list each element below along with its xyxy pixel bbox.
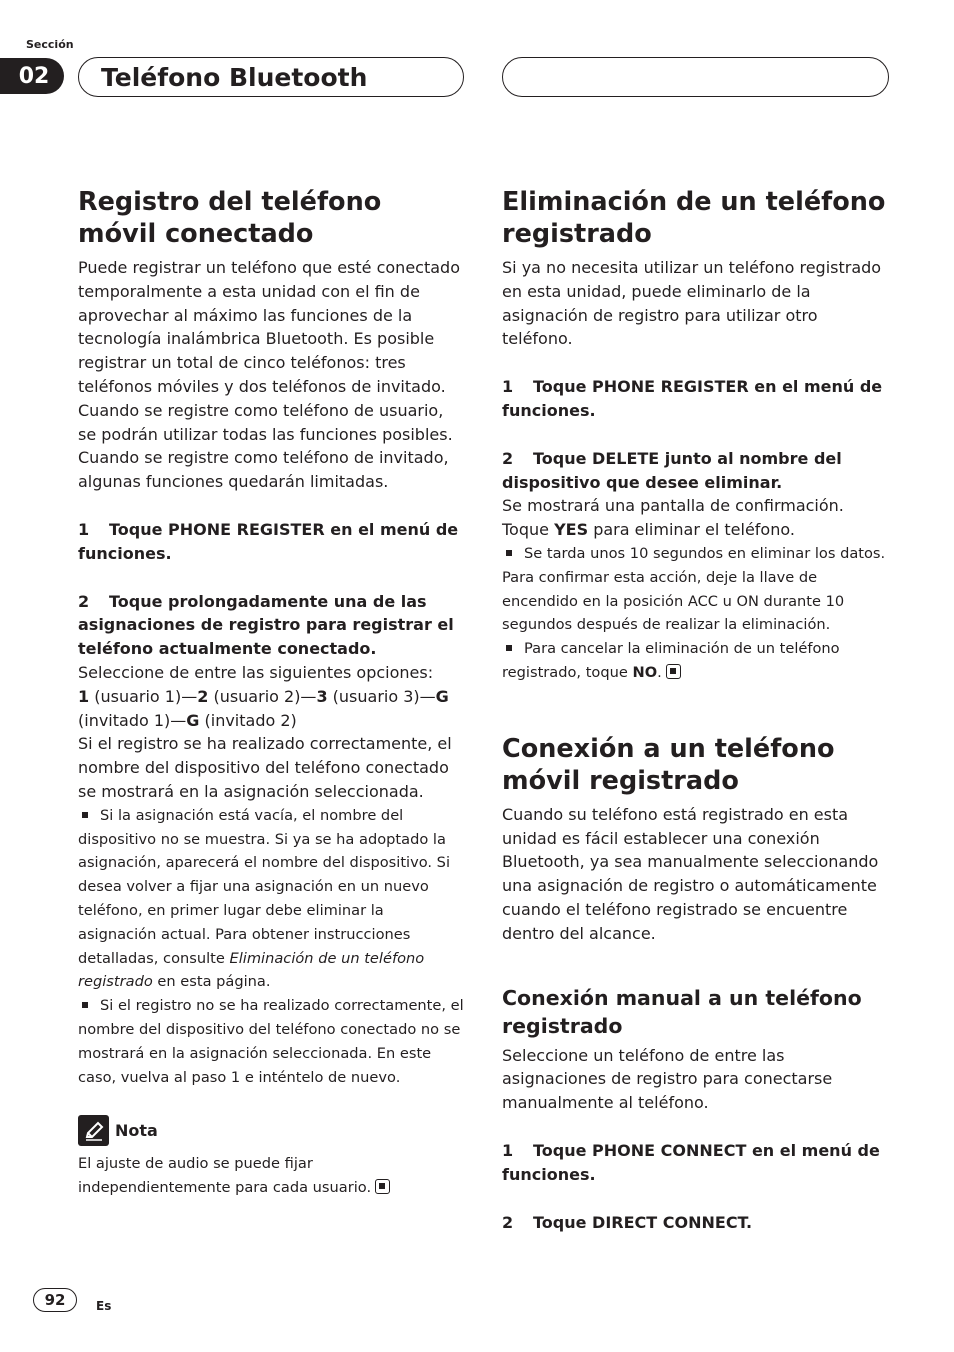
delete-heading: Eliminación de un teléfono registrado: [502, 187, 886, 249]
bullet-text: en esta página.: [152, 973, 271, 991]
delete-confirm-text: Se mostrará una pantalla de confirmación.: [502, 496, 844, 516]
bullet-icon: [506, 550, 512, 556]
note-body: El ajuste de audio se puede fijar independientemente para cada usuario.: [78, 1155, 372, 1197]
bullet-icon: [82, 812, 88, 818]
register-result: Si el registro se ha realizado correctamente, el nombre del dispositivo del teléfono conectado se mostrará en la asignación seleccionada.: [78, 734, 452, 801]
bullet-text: Se tarda unos 10 segundos en eliminar los datos. Para confirmar esta acción, deje la llave de encendido en la posición ACC u ON durante 10 segundos después de realizar la eliminación.: [502, 544, 886, 634]
left-column: [78, 186, 466, 1200]
delete-step-2: [502, 447, 890, 495]
option-key: G: [435, 686, 449, 706]
inline-text: Toque: [502, 520, 555, 540]
bullet-text: Si la asignación está vacía, el nombre del dispositivo no se muestra. Si ya se ha adoptado la asignación, aparecerá el nombre del dispositivo. Si desea volver a fijar una asignación en un nuevo teléfono, en primer lugar debe eliminar la asignación actual. Para obtener instrucciones detalladas, consulte: [78, 806, 450, 967]
option-label: (usuario 3)—: [327, 686, 436, 706]
bullet-text: .: [657, 663, 662, 681]
option-label: (usuario 2)—: [208, 686, 317, 706]
register-options: [78, 685, 466, 733]
connect-heading: Conexión a un teléfono móvil registrado: [502, 733, 835, 796]
step-text: Toque PHONE REGISTER en el menú de funciones.: [78, 519, 459, 563]
register-heading: Registro del teléfono móvil conectado: [78, 187, 382, 249]
step-number: 1: [502, 377, 514, 397]
delete-bullet-1: [502, 542, 890, 637]
step-number: 2: [78, 591, 90, 611]
connect-step-1: [502, 1139, 890, 1187]
right-column: [502, 186, 890, 1234]
bullet-icon: [82, 1002, 88, 1008]
register-step-2: [78, 590, 466, 661]
section-number-badge: 02: [0, 58, 64, 94]
option-label: (invitado 1)—: [78, 710, 187, 730]
option-label: (usuario 1)—: [89, 686, 198, 706]
section-title: Teléfono Bluetooth: [78, 57, 464, 97]
header-empty-box: [502, 57, 889, 97]
bullet-icon: [506, 645, 512, 651]
option-label: (invitado 2): [199, 710, 297, 730]
step-number: 2: [502, 448, 514, 468]
delete-step-1: [502, 375, 890, 423]
page-number: 92: [33, 1288, 77, 1312]
register-step-1: [78, 518, 466, 566]
inline-text: para eliminar el teléfono.: [588, 520, 795, 540]
note-text: [78, 1152, 466, 1200]
connect-intro: Cuando su teléfono está registrado en esta unidad es fácil establecer una conexión Bluetooth, ya sea manualmente seleccionando una asignación de registro o automáticamente cuando el teléfono registrado se encuentre dentro del alcance.: [502, 804, 879, 943]
delete-bullet-2: [502, 637, 890, 685]
step-number: 1: [502, 1140, 514, 1160]
language-label: Es: [96, 1299, 112, 1313]
register-step-2-text: Seleccione de entre las siguientes opciones:: [78, 662, 434, 682]
note-label: Nota: [115, 1121, 158, 1141]
step-text: Toque prolongadamente una de las asignaciones de registro para registrar el teléfono actualmente conectado.: [78, 591, 454, 659]
register-bullet-2: [78, 994, 466, 1089]
delete-yes-text: [502, 518, 890, 542]
bullet-text: Para cancelar la eliminación de un teléfono registrado, toque: [502, 640, 840, 681]
register-bullet-1: [78, 804, 466, 994]
step-text: Toque PHONE CONNECT en el menú de funciones.: [502, 1140, 880, 1184]
step-number: 1: [78, 519, 90, 539]
register-intro: Puede registrar un teléfono que esté conectado temporalmente a esta unidad con el fin de aprovechar al máximo las funciones de la tecnología inalámbrica Bluetooth. Es posible registrar un total de cinco teléfonos: tres teléfonos móviles y dos teléfonos de invitado. Cuando se registre como teléfono de usuario, se podrán utilizar todas las funciones posibles. Cuando se registre como teléfono de invitado, algunas funciones quedarán limitadas.: [78, 258, 460, 492]
option-key: 1: [78, 686, 90, 706]
option-key: 3: [316, 686, 328, 706]
end-of-section-icon: [666, 664, 681, 679]
step-number: 2: [502, 1212, 514, 1232]
option-key: 2: [197, 686, 209, 706]
connect-step-2: [502, 1211, 890, 1235]
cross-reference: Eliminación de un teléfono registrado: [78, 949, 425, 991]
delete-intro: Si ya no necesita utilizar un teléfono registrado en esta unidad, puede eliminarlo de la asignación de registro para utilizar otro teléfono.: [502, 258, 882, 349]
option-key: G: [186, 710, 200, 730]
step-text: Toque DIRECT CONNECT.: [533, 1212, 753, 1232]
no-key: NO: [632, 663, 658, 681]
section-label: Sección: [26, 38, 74, 51]
manual-connect-intro: Seleccione un teléfono de entre las asignaciones de registro para conectarse manualmente al teléfono.: [502, 1045, 833, 1113]
manual-connect-heading: Conexión manual a un teléfono registrado: [502, 985, 862, 1038]
end-of-section-icon: [375, 1179, 390, 1194]
bullet-text: Si el registro no se ha realizado correctamente, el nombre del dispositivo del teléfono conectado no se mostrará en la asignación seleccionada. En este caso, vuelva al paso 1 e inténtelo de nuevo.: [78, 997, 464, 1086]
pencil-icon: [78, 1115, 109, 1146]
yes-key: YES: [554, 520, 589, 540]
step-text: Toque PHONE REGISTER en el menú de funciones.: [502, 377, 883, 420]
step-text: Toque DELETE junto al nombre del dispositivo que desee eliminar.: [502, 448, 842, 492]
note-header: [78, 1115, 466, 1146]
